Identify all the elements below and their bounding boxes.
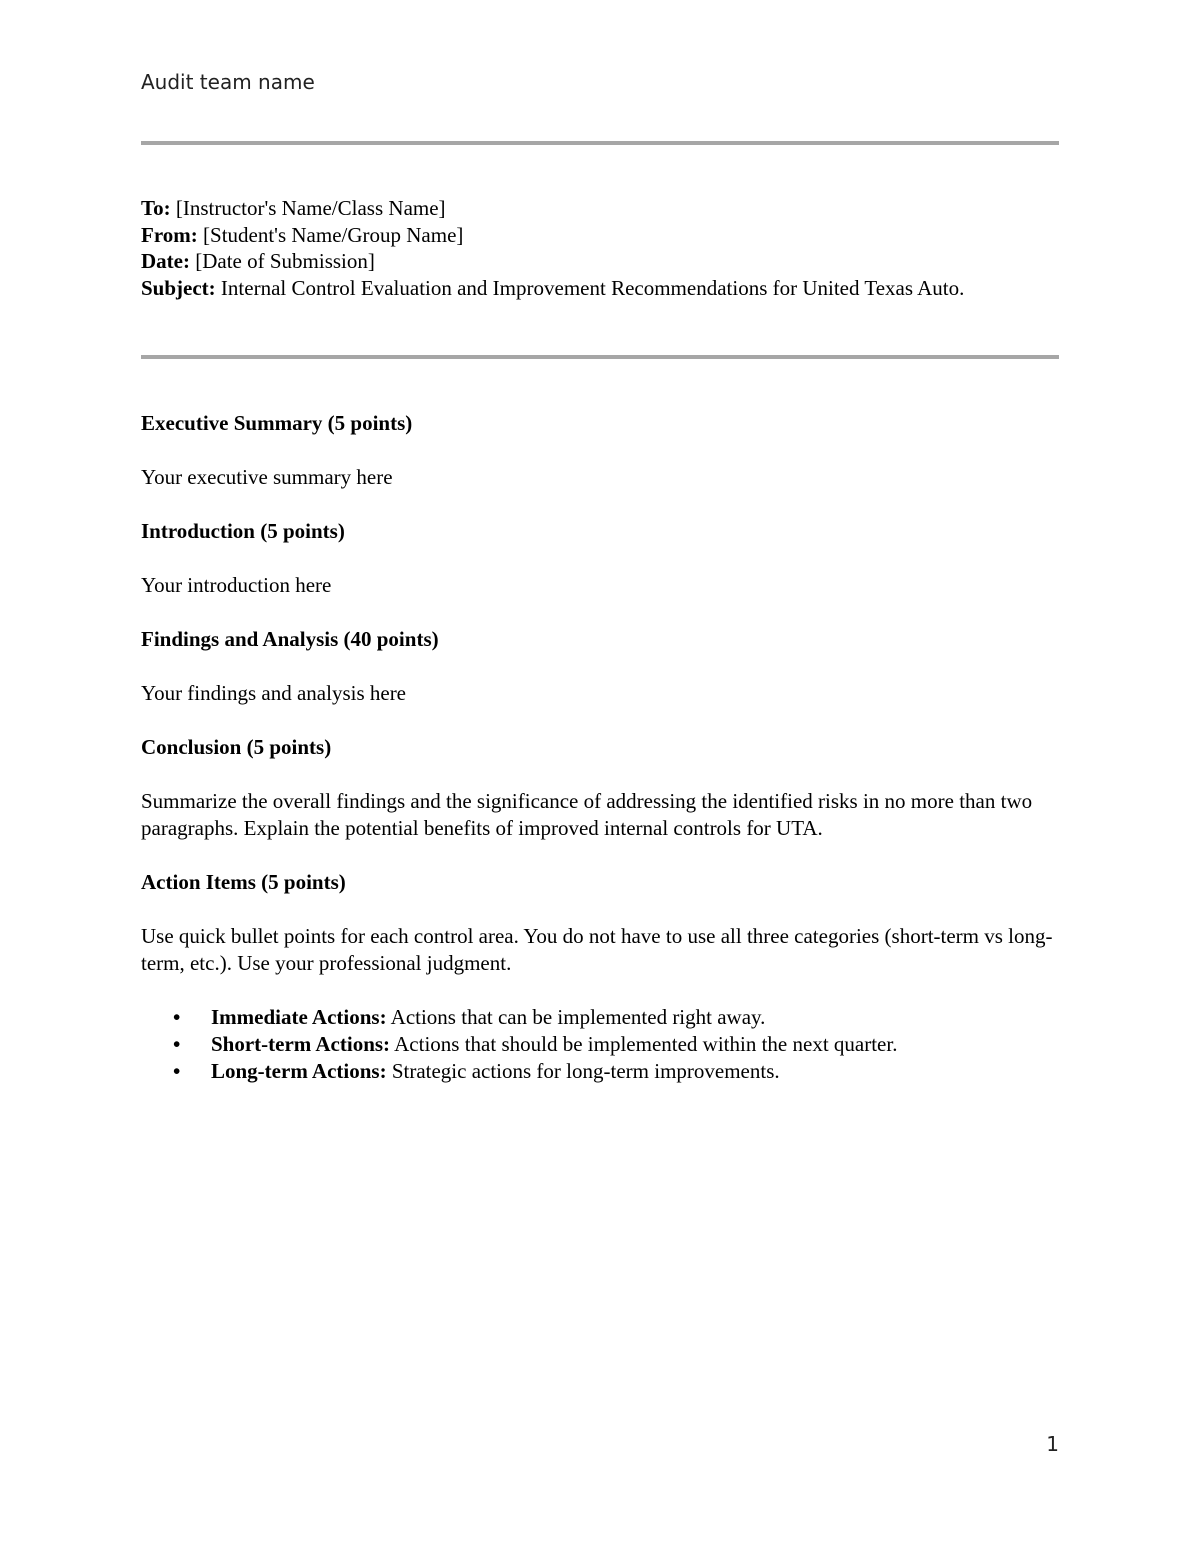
action-item-label: Long-term Actions: (211, 1059, 387, 1083)
list-item (141, 1004, 1059, 1031)
action-item-text: Actions that should be implemented within the next quarter. (390, 1032, 898, 1056)
introduction-text: Your introduction here (141, 573, 332, 597)
memo-from-label: From: (141, 222, 198, 247)
memo-date-label: Date: (141, 249, 190, 274)
action-item-text: Strategic actions for long-term improvements. (386, 1059, 780, 1083)
action-items-list (141, 1004, 1059, 1085)
action-item-label: Immediate Actions: (211, 1005, 387, 1029)
conclusion-heading: Conclusion (5 points) (141, 735, 332, 759)
bullet-icon: • (173, 1005, 181, 1029)
header-divider-top (141, 141, 1059, 145)
list-item (141, 1031, 1059, 1058)
memo-date-line (141, 248, 1059, 275)
conclusion-text: Summarize the overall findings and the significance of addressing the identified risks in no more than two paragraphs. Explain the potential benefits of improved internal controls for UTA. (141, 789, 1033, 840)
executive-summary-text: Your executive summary here (141, 465, 393, 489)
document-body (141, 410, 1059, 1085)
memo-subject-line (141, 275, 1059, 302)
memo-block (141, 195, 1059, 301)
action-item-text: Actions that can be implemented right away. (386, 1005, 766, 1029)
action-items-text: Use quick bullet points for each control area. You do not have to use all three categories (short-term vs long-term, etc.). Use your professional judgment. (141, 924, 1053, 975)
findings-heading: Findings and Analysis (40 points) (141, 627, 439, 651)
memo-from-line (141, 222, 1059, 249)
audit-team-name: Audit team name (141, 70, 315, 94)
memo-to-value: [Instructor's Name/Class Name] (170, 196, 446, 220)
memo-to-label: To: (141, 196, 171, 220)
memo-date-value: [Date of Submission] (189, 249, 375, 274)
introduction-heading: Introduction (5 points) (141, 519, 345, 543)
header-divider-bottom (141, 355, 1059, 359)
bullet-icon: • (173, 1032, 181, 1056)
action-items-heading: Action Items (5 points) (141, 870, 346, 894)
executive-summary-heading: Executive Summary (5 points) (141, 411, 413, 435)
memo-from-value: [Student's Name/Group Name] (197, 222, 464, 247)
list-item (141, 1058, 1059, 1085)
memo-subject-value: Internal Control Evaluation and Improvement Recommendations for United Texas Auto. (215, 275, 965, 300)
memo-to-line (141, 195, 1059, 222)
findings-text: Your findings and analysis here (141, 681, 407, 705)
action-item-label: Short-term Actions: (211, 1032, 391, 1056)
memo-subject-label: Subject: (141, 275, 216, 300)
bullet-icon: • (173, 1059, 181, 1083)
page-number: 1 (1046, 1432, 1059, 1456)
